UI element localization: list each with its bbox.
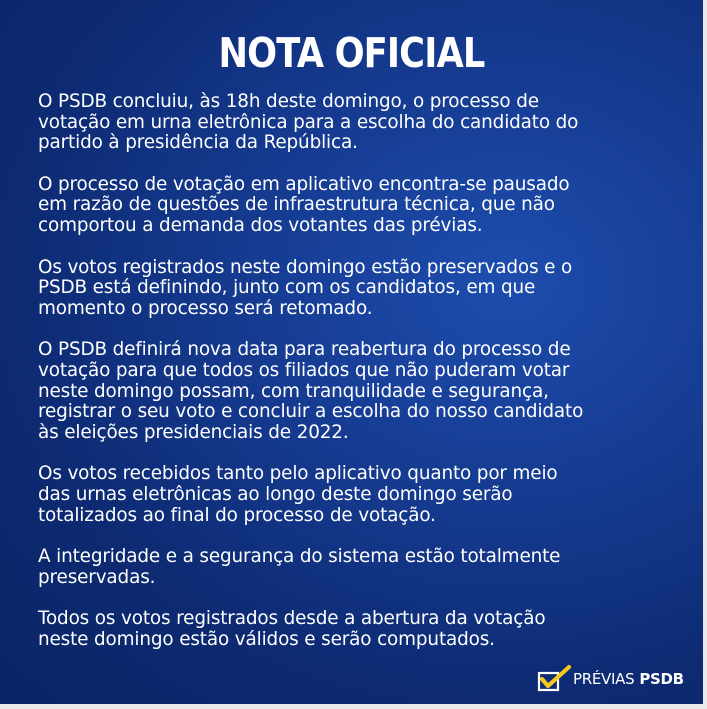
paragraph-line: totalizados ao final do processo de votação.	[38, 504, 436, 526]
paragraph-line: PSDB está definindo, junto com os candidatos, em que	[38, 277, 536, 299]
paragraph-line: Os votos recebidos tanto pelo aplicativo quanto por meio	[38, 463, 558, 485]
note-paragraph	[38, 258, 688, 320]
previas-psdb-logo	[537, 663, 684, 695]
note-paragraph	[38, 609, 688, 650]
note-paragraph	[38, 175, 688, 237]
paragraph-line: Os votos registrados neste domingo estão preservados e o	[38, 256, 573, 278]
paragraph-line: às eleições presidenciais de 2022.	[38, 421, 349, 443]
paragraph-line: O PSDB concluiu, às 18h deste domingo, o processo de	[38, 91, 539, 112]
note-paragraph	[38, 340, 688, 443]
paragraph-line: das urnas eletrônicas ao longo deste domingo serão	[38, 483, 513, 505]
paragraph-line: O PSDB definirá nova data para reabertura do processo de	[38, 339, 571, 361]
logo-psdb-text: PSDB	[639, 670, 684, 688]
paragraph-line: neste domingo estão válidos e serão computados.	[38, 628, 495, 650]
paragraph-line: registrar o seu voto e concluir a escolha do nosso candidato	[38, 401, 584, 423]
paragraph-line: neste domingo possam, com tranquilidade e segurança,	[38, 380, 549, 402]
paragraph-line: votação para que todos os filiados que não puderam votar	[38, 359, 570, 381]
note-paragraph	[38, 464, 688, 526]
paragraph-line: A integridade e a segurança do sistema estão totalmente	[38, 546, 561, 568]
paragraph-line: Todos os votos registrados desde a abertura da votação	[38, 608, 546, 630]
note-paragraph	[38, 92, 688, 154]
note-body	[38, 92, 688, 671]
note-paragraph	[38, 547, 688, 588]
paragraph-line: preservadas.	[38, 566, 156, 588]
page-title: NOTA OFICIAL	[218, 29, 485, 77]
paragraph-line: momento o processo será retomado.	[38, 297, 373, 319]
paragraph-line: O processo de votação em aplicativo encontra-se pausado	[38, 173, 570, 195]
paragraph-line: partido à presidência da República.	[38, 132, 358, 154]
paragraph-line: comportou a demanda dos votantes das prévias.	[38, 214, 483, 236]
logo-previas-text: PRÉVIAS	[573, 670, 635, 688]
image-edge-bottom	[0, 704, 707, 709]
image-edge-right	[703, 0, 707, 709]
paragraph-line: em razão de questões de infraestrutura técnica, que não	[38, 194, 555, 216]
paragraph-line: votação em urna eletrônica para a escolha do candidato do	[38, 111, 579, 133]
checkbox-check-icon	[537, 664, 571, 694]
